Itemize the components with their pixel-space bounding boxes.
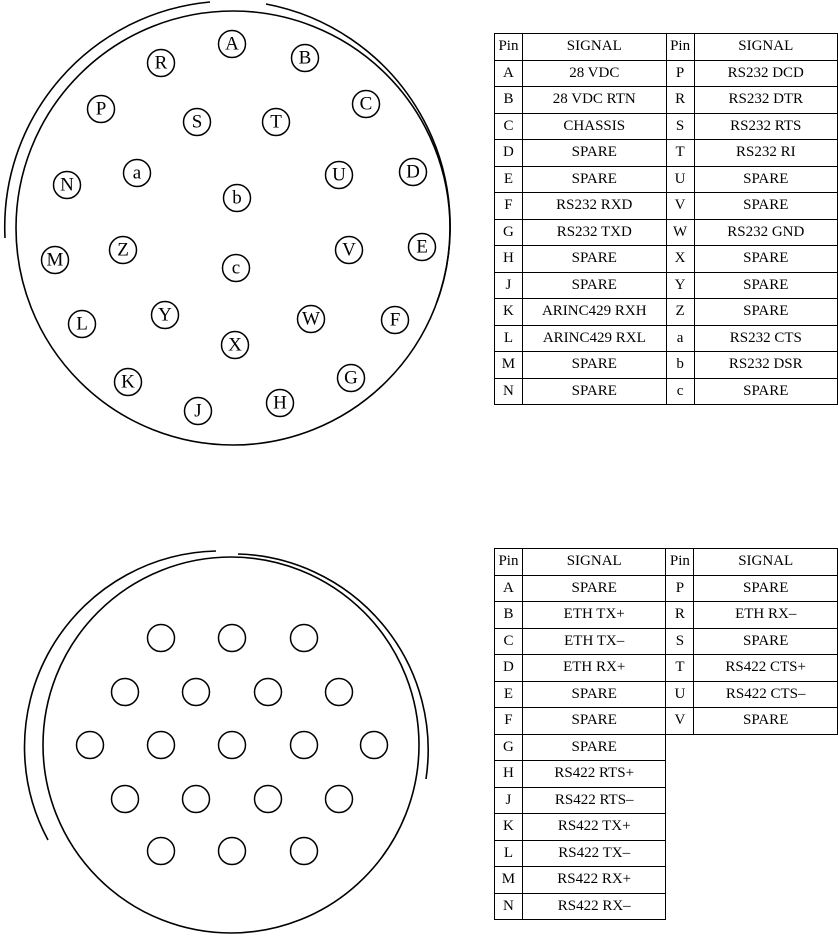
empty-cell xyxy=(694,867,838,894)
pin-label: D xyxy=(406,161,420,183)
signal-cell: RS232 RTS xyxy=(694,113,837,140)
table-header-row xyxy=(495,34,838,61)
pin-cell: A xyxy=(495,60,523,87)
pin-cell: H xyxy=(495,246,523,273)
pin-cell: R xyxy=(666,602,694,629)
signal-cell: ETH TX+ xyxy=(522,602,666,629)
pin-label: L xyxy=(76,313,88,335)
pin-cell: c xyxy=(666,378,694,405)
table-row xyxy=(495,299,838,326)
pin-label: G xyxy=(344,367,358,389)
pin-label: V xyxy=(342,239,356,261)
pin-cell: M xyxy=(495,352,523,379)
table-row xyxy=(495,867,838,894)
table-row xyxy=(495,352,838,379)
signal-cell: SPARE xyxy=(694,708,838,735)
table-row xyxy=(495,787,838,814)
pin-cell: J xyxy=(495,272,523,299)
signal-cell: RS422 TX+ xyxy=(522,814,666,841)
signal-cell: RS232 DCD xyxy=(694,60,837,87)
pin-label: M xyxy=(46,249,64,271)
connector-2-diagram xyxy=(0,540,470,942)
pin-hole xyxy=(183,679,210,706)
table-row xyxy=(495,575,838,602)
pin-cell: U xyxy=(666,166,694,193)
empty-cell xyxy=(694,840,838,867)
pin-cell: N xyxy=(495,378,523,405)
table-row xyxy=(495,87,838,114)
empty-cell xyxy=(694,893,838,920)
pin-cell: a xyxy=(666,325,694,352)
pin-cell: K xyxy=(495,814,523,841)
table-row xyxy=(495,840,838,867)
table-row xyxy=(495,893,838,920)
header-signal: SIGNAL xyxy=(522,34,666,61)
table-row xyxy=(495,60,838,87)
pin-cell: S xyxy=(666,628,694,655)
signal-cell: ETH RX+ xyxy=(522,655,666,682)
signal-cell: RS422 RTS– xyxy=(522,787,666,814)
signal-cell: ETH RX– xyxy=(694,602,838,629)
pin-hole xyxy=(112,786,139,813)
pin-label: F xyxy=(389,309,401,331)
empty-cell xyxy=(666,787,694,814)
pin-cell: S xyxy=(666,113,694,140)
pin-cell: N xyxy=(495,893,523,920)
pin-hole xyxy=(112,679,139,706)
pin-cell: F xyxy=(495,708,523,735)
pin-hole xyxy=(291,732,318,759)
pin-label: K xyxy=(121,371,135,393)
signal-cell: SPARE xyxy=(694,166,837,193)
pin-label: Y xyxy=(158,304,172,326)
pin-label: P xyxy=(95,98,107,120)
pin-label: E xyxy=(416,236,428,258)
signal-cell: SPARE xyxy=(522,352,666,379)
pin-cell: D xyxy=(495,655,523,682)
pin-cell: D xyxy=(495,140,523,167)
pin-label: T xyxy=(270,111,282,133)
pin-label: c xyxy=(231,257,241,279)
signal-cell: RS232 RXD xyxy=(522,193,666,220)
table-row xyxy=(495,681,838,708)
signal-cell: RS422 RX– xyxy=(522,893,666,920)
pin-cell: Z xyxy=(666,299,694,326)
table-row xyxy=(495,602,838,629)
pin-hole xyxy=(291,838,318,865)
signal-cell: SPARE xyxy=(522,246,666,273)
signal-cell: SPARE xyxy=(694,628,838,655)
pin-label: W xyxy=(302,308,320,330)
pin-label: J xyxy=(194,400,202,422)
pin-cell: J xyxy=(495,787,523,814)
empty-cell xyxy=(666,893,694,920)
signal-cell: SPARE xyxy=(522,708,666,735)
signal-cell: RS232 GND xyxy=(694,219,837,246)
table-row xyxy=(495,734,838,761)
pin-hole xyxy=(255,679,282,706)
pin-hole xyxy=(148,732,175,759)
table-row xyxy=(495,272,838,299)
signal-cell: 28 VDC xyxy=(522,60,666,87)
pin-label: U xyxy=(332,164,346,186)
pin-cell: b xyxy=(666,352,694,379)
signal-cell: RS232 DSR xyxy=(694,352,837,379)
signal-cell: RS232 DTR xyxy=(694,87,837,114)
signal-cell: RS232 CTS xyxy=(694,325,837,352)
pin-cell: U xyxy=(666,681,694,708)
signal-cell: SPARE xyxy=(694,272,837,299)
table-row xyxy=(495,140,838,167)
signal-cell: ETH TX– xyxy=(522,628,666,655)
signal-cell: RS232 TXD xyxy=(522,219,666,246)
pin-label: a xyxy=(132,162,142,184)
table-header-row xyxy=(495,549,838,576)
pin-cell: V xyxy=(666,193,694,220)
header-signal: SIGNAL xyxy=(522,549,666,576)
pin-hole xyxy=(326,679,353,706)
pin-cell: M xyxy=(495,867,523,894)
pin-label: Z xyxy=(117,239,129,261)
signal-cell: CHASSIS xyxy=(522,113,666,140)
pin-cell: V xyxy=(666,708,694,735)
signal-cell: SPARE xyxy=(694,299,837,326)
signal-cell: SPARE xyxy=(694,575,838,602)
pin-cell: K xyxy=(495,299,523,326)
pin-cell: W xyxy=(666,219,694,246)
signal-cell: SPARE xyxy=(522,140,666,167)
pin-label: A xyxy=(225,33,239,55)
empty-cell xyxy=(666,814,694,841)
pin-label: B xyxy=(298,47,312,69)
header-pin: Pin xyxy=(666,34,694,61)
pin-cell: Y xyxy=(666,272,694,299)
pin-cell: P xyxy=(666,575,694,602)
pin-cell: L xyxy=(495,840,523,867)
pin-cell: A xyxy=(495,575,523,602)
signal-cell: SPARE xyxy=(522,166,666,193)
pin-cell: T xyxy=(666,140,694,167)
pin-label: X xyxy=(228,334,242,356)
table-row xyxy=(495,708,838,735)
pin-cell: F xyxy=(495,193,523,220)
table-row xyxy=(495,761,838,788)
table-row xyxy=(495,219,838,246)
signal-cell: SPARE xyxy=(694,378,837,405)
pin-cell: R xyxy=(666,87,694,114)
pin-label: S xyxy=(191,111,203,133)
connector-1-key-arc-left xyxy=(5,2,210,238)
connector-2-body xyxy=(43,557,419,933)
pin-hole xyxy=(148,625,175,652)
header-pin: Pin xyxy=(495,34,523,61)
pin-hole xyxy=(183,786,210,813)
pin-cell: C xyxy=(495,113,523,140)
signal-cell: SPARE xyxy=(522,681,666,708)
table-row xyxy=(495,246,838,273)
pin-label: N xyxy=(60,174,74,196)
pinout-table-2 xyxy=(494,548,838,920)
signal-cell: SPARE xyxy=(522,575,666,602)
table-row xyxy=(495,166,838,193)
signal-cell: ARINC429 RXH xyxy=(522,299,666,326)
pin-cell: G xyxy=(495,734,523,761)
empty-cell xyxy=(666,867,694,894)
signal-cell: 28 VDC RTN xyxy=(522,87,666,114)
header-pin: Pin xyxy=(666,549,694,576)
empty-cell xyxy=(666,734,694,761)
table-row xyxy=(495,655,838,682)
empty-cell xyxy=(666,761,694,788)
pin-cell: C xyxy=(495,628,523,655)
table-row xyxy=(495,193,838,220)
signal-cell: RS422 TX– xyxy=(522,840,666,867)
table-row xyxy=(495,113,838,140)
empty-cell xyxy=(694,734,838,761)
pin-label: b xyxy=(232,187,242,209)
pin-hole xyxy=(219,838,246,865)
table-row xyxy=(495,628,838,655)
pin-cell: E xyxy=(495,166,523,193)
signal-cell: SPARE xyxy=(694,193,837,220)
signal-cell: RS422 CTS– xyxy=(694,681,838,708)
connector-1-body xyxy=(16,11,450,445)
table-row xyxy=(495,325,838,352)
pin-cell: G xyxy=(495,219,523,246)
pin-cell: T xyxy=(666,655,694,682)
pin-label: R xyxy=(154,52,168,74)
signal-cell: SPARE xyxy=(522,734,666,761)
signal-cell: RS422 RX+ xyxy=(522,867,666,894)
pin-hole xyxy=(326,786,353,813)
signal-cell: SPARE xyxy=(522,272,666,299)
pin-cell: E xyxy=(495,681,523,708)
pin-hole xyxy=(291,625,318,652)
pin-cell: H xyxy=(495,761,523,788)
pin-label: C xyxy=(359,93,373,115)
signal-cell: SPARE xyxy=(694,246,837,273)
header-pin: Pin xyxy=(495,549,523,576)
pin-cell: B xyxy=(495,602,523,629)
empty-cell xyxy=(694,761,838,788)
signal-cell: RS232 RI xyxy=(694,140,837,167)
pin-label: H xyxy=(273,392,287,414)
empty-cell xyxy=(694,787,838,814)
pin-cell: B xyxy=(495,87,523,114)
empty-cell xyxy=(694,814,838,841)
pin-cell: P xyxy=(666,60,694,87)
signal-cell: ARINC429 RXL xyxy=(522,325,666,352)
pin-hole xyxy=(148,838,175,865)
connector-2-key-arc-left xyxy=(25,551,216,840)
table-row xyxy=(495,814,838,841)
header-signal: SIGNAL xyxy=(694,34,837,61)
pin-hole xyxy=(219,625,246,652)
pin-cell: L xyxy=(495,325,523,352)
pinout-table-1 xyxy=(494,33,838,405)
pin-hole xyxy=(219,732,246,759)
table-row xyxy=(495,378,838,405)
header-signal: SIGNAL xyxy=(694,549,838,576)
pin-cell: X xyxy=(666,246,694,273)
empty-cell xyxy=(666,840,694,867)
pin-hole xyxy=(255,786,282,813)
connector-1-diagram xyxy=(0,0,470,460)
pin-hole xyxy=(77,732,104,759)
pin-hole xyxy=(361,732,388,759)
signal-cell: RS422 RTS+ xyxy=(522,761,666,788)
signal-cell: RS422 CTS+ xyxy=(694,655,838,682)
signal-cell: SPARE xyxy=(522,378,666,405)
